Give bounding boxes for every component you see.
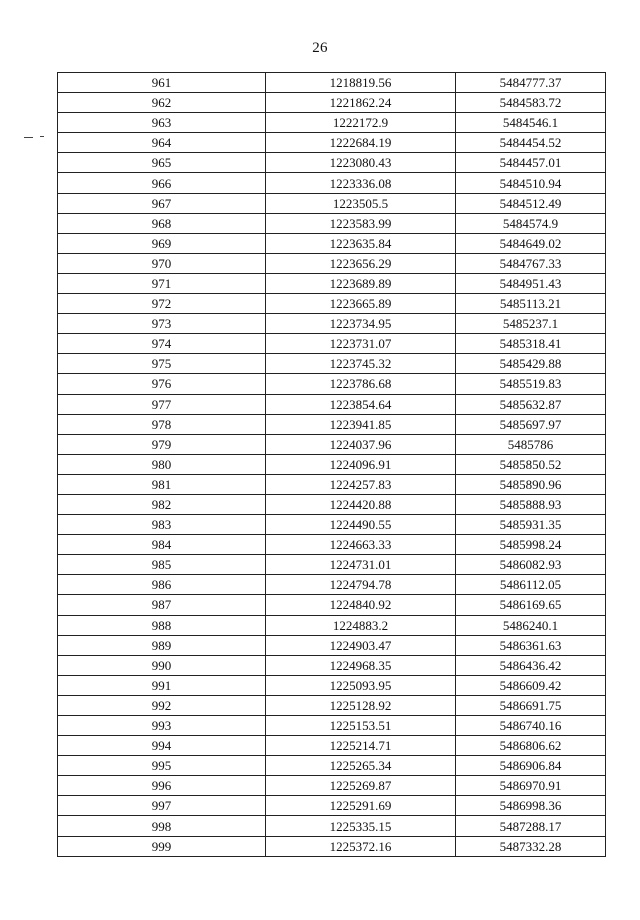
table-row <box>58 294 606 314</box>
y-coordinate-cell: 5486740.16 <box>456 716 606 736</box>
y-coordinate-cell: 5486361.63 <box>456 635 606 655</box>
point-number-cell: 980 <box>58 454 266 474</box>
point-number-cell: 968 <box>58 213 266 233</box>
table-row <box>58 273 606 293</box>
table-row <box>58 434 606 454</box>
coordinate-table <box>57 72 606 857</box>
point-number-cell: 998 <box>58 816 266 836</box>
y-coordinate-cell: 5484510.94 <box>456 173 606 193</box>
point-number-cell: 983 <box>58 515 266 535</box>
y-coordinate-cell: 5487332.28 <box>456 836 606 856</box>
x-coordinate-cell: 1223665.89 <box>266 294 456 314</box>
point-number-cell: 964 <box>58 133 266 153</box>
y-coordinate-cell: 5484777.37 <box>456 73 606 93</box>
point-number-cell: 979 <box>58 434 266 454</box>
y-coordinate-cell: 5484951.43 <box>456 273 606 293</box>
table-body <box>58 73 606 857</box>
x-coordinate-cell: 1224096.91 <box>266 454 456 474</box>
x-coordinate-cell: 1224037.96 <box>266 434 456 454</box>
point-number-cell: 995 <box>58 756 266 776</box>
point-number-cell: 993 <box>58 716 266 736</box>
x-coordinate-cell: 1224257.83 <box>266 474 456 494</box>
point-number-cell: 977 <box>58 394 266 414</box>
x-coordinate-cell: 1223336.08 <box>266 173 456 193</box>
table-row <box>58 736 606 756</box>
x-coordinate-cell: 1225265.34 <box>266 756 456 776</box>
table-row <box>58 555 606 575</box>
table-row <box>58 595 606 615</box>
y-coordinate-cell: 5484583.72 <box>456 93 606 113</box>
table-row <box>58 193 606 213</box>
y-coordinate-cell: 5485998.24 <box>456 535 606 555</box>
y-coordinate-cell: 5486691.75 <box>456 695 606 715</box>
point-number-cell: 981 <box>58 474 266 494</box>
point-number-cell: 971 <box>58 273 266 293</box>
y-coordinate-cell: 5485786 <box>456 434 606 454</box>
point-number-cell: 991 <box>58 675 266 695</box>
x-coordinate-cell: 1224794.78 <box>266 575 456 595</box>
point-number-cell: 988 <box>58 615 266 635</box>
point-number-cell: 961 <box>58 73 266 93</box>
x-coordinate-cell: 1225093.95 <box>266 675 456 695</box>
y-coordinate-cell: 5484454.52 <box>456 133 606 153</box>
table-row <box>58 836 606 856</box>
table-row <box>58 515 606 535</box>
table-row <box>58 213 606 233</box>
y-coordinate-cell: 5485931.35 <box>456 515 606 535</box>
x-coordinate-cell: 1223734.95 <box>266 314 456 334</box>
point-number-cell: 984 <box>58 535 266 555</box>
table-row <box>58 655 606 675</box>
y-coordinate-cell: 5485318.41 <box>456 334 606 354</box>
table-row <box>58 675 606 695</box>
y-coordinate-cell: 5485850.52 <box>456 454 606 474</box>
y-coordinate-cell: 5484574.9 <box>456 213 606 233</box>
y-coordinate-cell: 5486906.84 <box>456 756 606 776</box>
x-coordinate-cell: 1223505.5 <box>266 193 456 213</box>
point-number-cell: 970 <box>58 253 266 273</box>
point-number-cell: 986 <box>58 575 266 595</box>
table-row <box>58 153 606 173</box>
y-coordinate-cell: 5486169.65 <box>456 595 606 615</box>
table-row <box>58 716 606 736</box>
table-row <box>58 354 606 374</box>
point-number-cell: 990 <box>58 655 266 675</box>
y-coordinate-cell: 5484649.02 <box>456 233 606 253</box>
point-number-cell: 972 <box>58 294 266 314</box>
table-row <box>58 414 606 434</box>
table-row <box>58 796 606 816</box>
x-coordinate-cell: 1223786.68 <box>266 374 456 394</box>
point-number-cell: 999 <box>58 836 266 856</box>
table-row <box>58 635 606 655</box>
table-row <box>58 73 606 93</box>
y-coordinate-cell: 5485113.21 <box>456 294 606 314</box>
x-coordinate-cell: 1223080.43 <box>266 153 456 173</box>
y-coordinate-cell: 5485237.1 <box>456 314 606 334</box>
y-coordinate-cell: 5486436.42 <box>456 655 606 675</box>
x-coordinate-cell: 1223731.07 <box>266 334 456 354</box>
table-row <box>58 615 606 635</box>
table-row <box>58 334 606 354</box>
table-row <box>58 816 606 836</box>
x-coordinate-cell: 1225269.87 <box>266 776 456 796</box>
table-row <box>58 474 606 494</box>
y-coordinate-cell: 5485888.93 <box>456 494 606 514</box>
x-coordinate-cell: 1223689.89 <box>266 273 456 293</box>
x-coordinate-cell: 1224883.2 <box>266 615 456 635</box>
page-number: 26 <box>312 40 328 56</box>
point-number-cell: 994 <box>58 736 266 756</box>
point-number-cell: 987 <box>58 595 266 615</box>
y-coordinate-cell: 5486082.93 <box>456 555 606 575</box>
table-row <box>58 173 606 193</box>
point-number-cell: 974 <box>58 334 266 354</box>
x-coordinate-cell: 1221862.24 <box>266 93 456 113</box>
point-number-cell: 967 <box>58 193 266 213</box>
x-coordinate-cell: 1224903.47 <box>266 635 456 655</box>
x-coordinate-cell: 1224731.01 <box>266 555 456 575</box>
x-coordinate-cell: 1223656.29 <box>266 253 456 273</box>
y-coordinate-cell: 5485632.87 <box>456 394 606 414</box>
y-coordinate-cell: 5485519.83 <box>456 374 606 394</box>
table-row <box>58 113 606 133</box>
x-coordinate-cell: 1224490.55 <box>266 515 456 535</box>
table-row <box>58 695 606 715</box>
y-coordinate-cell: 5486609.42 <box>456 675 606 695</box>
x-coordinate-cell: 1223745.32 <box>266 354 456 374</box>
y-coordinate-cell: 5484457.01 <box>456 153 606 173</box>
x-coordinate-cell: 1225291.69 <box>266 796 456 816</box>
table-row <box>58 374 606 394</box>
y-coordinate-cell: 5484512.49 <box>456 193 606 213</box>
table-row <box>58 535 606 555</box>
y-coordinate-cell: 5486998.36 <box>456 796 606 816</box>
x-coordinate-cell: 1225153.51 <box>266 716 456 736</box>
table-row <box>58 314 606 334</box>
point-number-cell: 996 <box>58 776 266 796</box>
y-coordinate-cell: 5486806.62 <box>456 736 606 756</box>
table-row <box>58 93 606 113</box>
point-number-cell: 982 <box>58 494 266 514</box>
x-coordinate-cell: 1225214.71 <box>266 736 456 756</box>
scan-mark <box>24 137 33 138</box>
table-row <box>58 575 606 595</box>
point-number-cell: 992 <box>58 695 266 715</box>
point-number-cell: 985 <box>58 555 266 575</box>
y-coordinate-cell: 5487288.17 <box>456 816 606 836</box>
point-number-cell: 963 <box>58 113 266 133</box>
y-coordinate-cell: 5486112.05 <box>456 575 606 595</box>
point-number-cell: 989 <box>58 635 266 655</box>
table-row <box>58 233 606 253</box>
x-coordinate-cell: 1223635.84 <box>266 233 456 253</box>
x-coordinate-cell: 1224968.35 <box>266 655 456 675</box>
point-number-cell: 966 <box>58 173 266 193</box>
x-coordinate-cell: 1225128.92 <box>266 695 456 715</box>
x-coordinate-cell: 1225372.16 <box>266 836 456 856</box>
x-coordinate-cell: 1223583.99 <box>266 213 456 233</box>
point-number-cell: 973 <box>58 314 266 334</box>
y-coordinate-cell: 5485697.97 <box>456 414 606 434</box>
point-number-cell: 997 <box>58 796 266 816</box>
scan-mark <box>40 136 44 137</box>
x-coordinate-cell: 1222684.19 <box>266 133 456 153</box>
x-coordinate-cell: 1222172.9 <box>266 113 456 133</box>
y-coordinate-cell: 5486970.91 <box>456 776 606 796</box>
point-number-cell: 969 <box>58 233 266 253</box>
point-number-cell: 978 <box>58 414 266 434</box>
x-coordinate-cell: 1223941.85 <box>266 414 456 434</box>
y-coordinate-cell: 5484546.1 <box>456 113 606 133</box>
y-coordinate-cell: 5486240.1 <box>456 615 606 635</box>
table-row <box>58 756 606 776</box>
table-row <box>58 776 606 796</box>
point-number-cell: 975 <box>58 354 266 374</box>
table-row <box>58 494 606 514</box>
x-coordinate-cell: 1224420.88 <box>266 494 456 514</box>
x-coordinate-cell: 1224840.92 <box>266 595 456 615</box>
point-number-cell: 962 <box>58 93 266 113</box>
y-coordinate-cell: 5485429.88 <box>456 354 606 374</box>
table-row <box>58 454 606 474</box>
x-coordinate-cell: 1218819.56 <box>266 73 456 93</box>
point-number-cell: 976 <box>58 374 266 394</box>
y-coordinate-cell: 5485890.96 <box>456 474 606 494</box>
table-row <box>58 133 606 153</box>
y-coordinate-cell: 5484767.33 <box>456 253 606 273</box>
x-coordinate-cell: 1225335.15 <box>266 816 456 836</box>
point-number-cell: 965 <box>58 153 266 173</box>
table-row <box>58 394 606 414</box>
table-row <box>58 253 606 273</box>
x-coordinate-cell: 1224663.33 <box>266 535 456 555</box>
x-coordinate-cell: 1223854.64 <box>266 394 456 414</box>
